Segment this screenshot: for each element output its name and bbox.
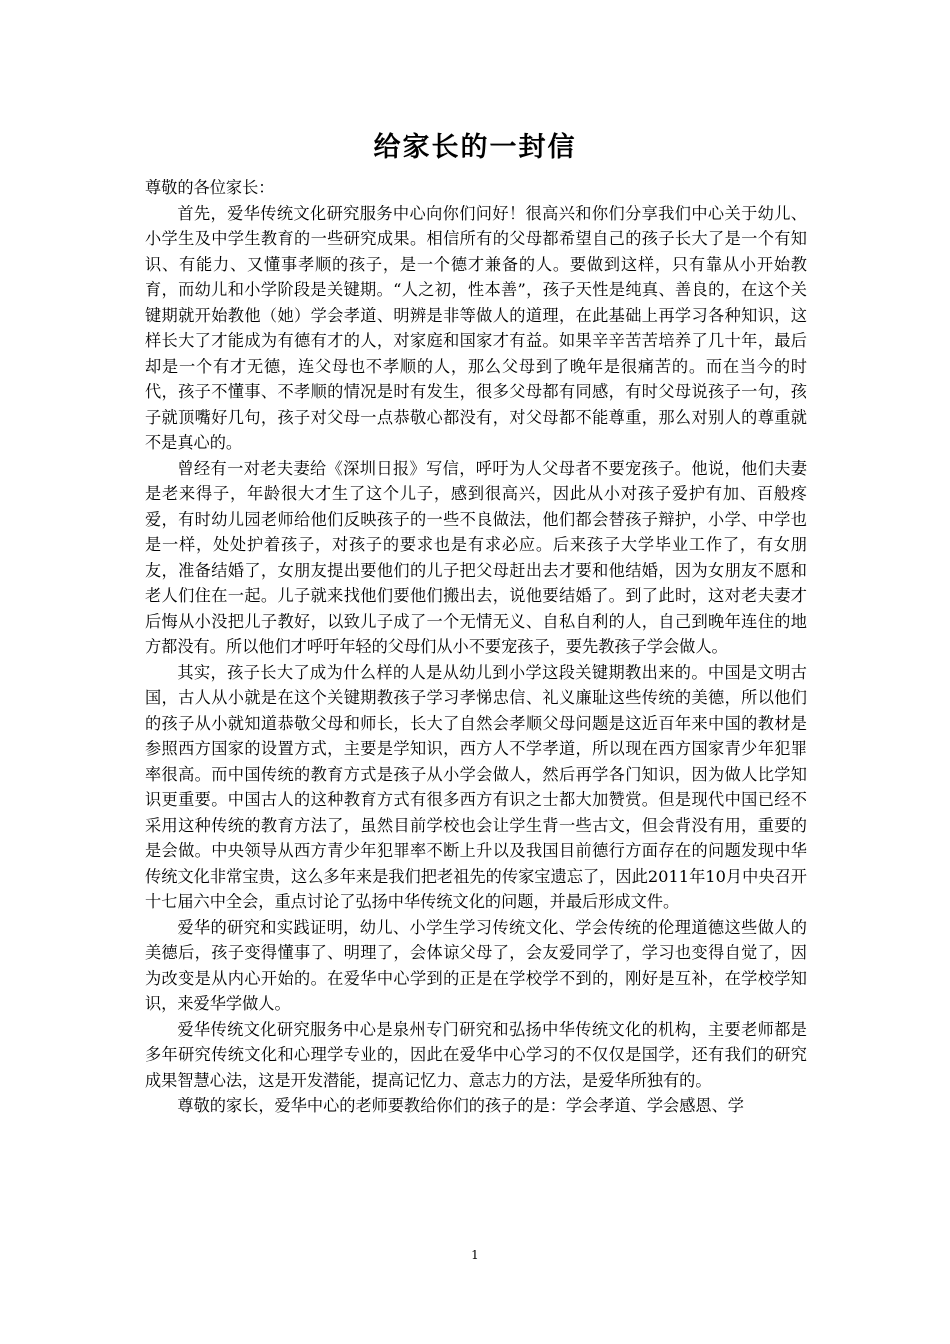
paragraph-1: 首先，爱华传统文化研究服务中心向你们问好！很高兴和你们分享我们中心关于幼儿、小学生及中学生教育的一些研究成果。相信所有的父母都希望自己的孩子长大了是一个有知识、有能力、又懂事孝顺的孩子，是一个德才兼备的人。要做到这样，只有靠从小开始教育，而幼儿和小学阶段是关键期。“人之初，性本善”，孩子天性是纯真、善良的，在这个关键期就开始教他（她）学会孝道、明辨是非等做人的道理，在此基础上再学习各种知识，这样长大了才能成为有德有才的人，对家庭和国家才有益。如果辛辛苦苦培养了几十年，最后却是一个有才无德，连父母也不孝顺的人，那么父母到了晚年是很痛苦的。而在当今的时代，孩子不懂事、不孝顺的情况是时有发生，很多父母都有同感，有时父母说孩子一句，孩子就顶嘴好几句，孩子对父母一点恭敬心都没有，对父母都不能尊重，那么对别人的尊重就不是真心的。 bbox=[145, 203, 807, 452]
paragraph-4: 爱华的研究和实践证明，幼儿、小学生学习传统文化、学会传统的伦理道德这些做人的美德后，孩子变得懂事了、明理了，会体谅父母了，会友爱同学了，学习也变得自觉了，因为改变是从内心开始的。在爱华中心学到的正是在学校学不到的，刚好是互补，在学校学知识，来爱华学做人。 bbox=[145, 917, 807, 1013]
page-number: 1 bbox=[471, 1248, 479, 1262]
document-title: 给家长的一封信 bbox=[373, 132, 577, 163]
letter-body bbox=[145, 175, 807, 1119]
salutation: 尊敬的各位家长： bbox=[145, 178, 275, 197]
paragraph-3: 其实，孩子长大了成为什么样的人是从幼儿到小学这段关键期教出来的。中国是文明古国，古人从小就是在这个关键期教孩子学习孝悌忠信、礼义廉耻这些传统的美德，所以他们的孩子从小就知道恭敬父母和师长，长大了自然会孝顺父母问题是这近百年来中国的教材是参照西方国家的设置方式，主要是学知识，西方人不学孝道，所以现在西方国家青少年犯罪率很高。而中国传统的教育方式是孩子从小学会做人，然后再学各门知识，因为做人比学知识更重要。中国古人的这种教育方式有很多西方有识之士都大加赞赏。但是现代中国已经不采用这种传统的教育方法了，虽然目前学校也会让学生背一些古文，但会背没有用，重要的是会做。中央领导从西方青少年犯罪率不断上升以及我国目前德行方面存在的问题发现中华传统文化非常宝贵，这么多年来是我们把老祖先的传家宝遗忘了，因此2011年10月中央召开十七届六中全会，重点讨论了弘扬中华传统文化的问题，并最后形成文件。 bbox=[145, 662, 807, 911]
paragraph-2: 曾经有一对老夫妻给《深圳日报》写信，呼吁为人父母者不要宠孩子。他说，他们夫妻是老来得子，年龄很大才生了这个儿子，感到很高兴，因此从小对孩子爱护有加、百般疼爱，有时幼儿园老师给他们反映孩子的一些不良做法，他们都会替孩子辩护，小学、中学也是一样，处处护着孩子，对孩子的要求也是有求必应。后来孩子大学毕业工作了，有女朋友，准备结婚了，女朋友提出要他们的儿子把父母赶出去才要和他结婚，因为女朋友不愿和老人们住在一起。儿子就来找他们要他们搬出去，说他要结婚了。到了此时，这对老夫妻才后悔从小没把儿子教好，以致儿子成了一个无情无义、自私自利的人，自己到晚年连住的地方都没有。所以他们才呼吁年轻的父母们从小不要宠孩子，要先教孩子学会做人。 bbox=[145, 458, 807, 656]
paragraph-6: 尊敬的家长，爱华中心的老师要教给你们的孩子的是：学会孝道、学会感恩、学 bbox=[177, 1096, 744, 1115]
paragraph-5: 爱华传统文化研究服务中心是泉州专门研究和弘扬中华传统文化的机构，主要老师都是多年研究传统文化和心理学专业的，因此在爱华中心学习的不仅仅是国学，还有我们的研究成果智慧心法，这是开发潜能，提高记忆力、意志力的方法，是爱华所独有的。 bbox=[145, 1019, 807, 1090]
